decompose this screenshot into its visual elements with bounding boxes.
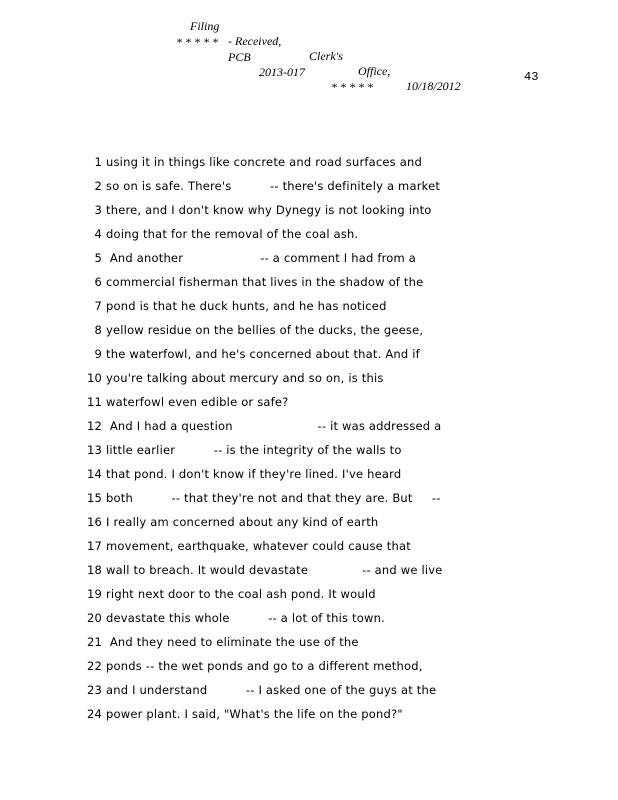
line-text: that pond. I don't know if they're lined. I've heard bbox=[106, 467, 402, 481]
line-text: using it in things like concrete and road surfaces and bbox=[106, 155, 422, 169]
transcript-line bbox=[86, 537, 556, 555]
transcript-line bbox=[86, 513, 556, 531]
line-text: movement, earthquake, whatever could cause that bbox=[106, 539, 411, 553]
transcript-line bbox=[86, 177, 556, 195]
line-number: 4 bbox=[94, 227, 102, 241]
stamp-received: - Received, bbox=[228, 34, 282, 48]
stamp-stars-left: * * * * * bbox=[176, 35, 218, 49]
transcript-line bbox=[86, 153, 556, 171]
line-text: And I had a question -- it was addressed a bbox=[106, 419, 442, 433]
stamp-office: Office, bbox=[358, 64, 391, 78]
stamp-date: 10/18/2012 bbox=[406, 79, 461, 93]
line-text: I really am concerned about any kind of earth bbox=[106, 515, 379, 529]
line-number: 9 bbox=[94, 347, 102, 361]
transcript-line bbox=[86, 633, 556, 651]
line-number: 5 bbox=[94, 251, 102, 265]
transcript-line bbox=[86, 369, 556, 387]
transcript-line bbox=[86, 201, 556, 219]
page-number: 43 bbox=[524, 70, 539, 84]
line-number: 12 bbox=[86, 419, 102, 433]
line-number: 11 bbox=[86, 395, 102, 409]
stamp-docket: 2013-017 bbox=[259, 65, 305, 79]
line-text: And they need to eliminate the use of the bbox=[106, 635, 359, 649]
line-number: 23 bbox=[86, 683, 102, 697]
line-number: 14 bbox=[86, 467, 102, 481]
transcript-line bbox=[86, 465, 556, 483]
line-number: 18 bbox=[86, 563, 102, 577]
transcript-line bbox=[86, 321, 556, 339]
line-text: wall to breach. It would devastate -- and we live bbox=[106, 563, 443, 577]
transcript-line bbox=[86, 441, 556, 459]
line-text: so on is safe. There's -- there's definitely a market bbox=[106, 179, 441, 193]
line-text: commercial fisherman that lives in the shadow of the bbox=[106, 275, 424, 289]
line-number: 15 bbox=[86, 491, 102, 505]
line-text: ponds -- the wet ponds and go to a different method, bbox=[106, 659, 423, 673]
transcript-line bbox=[86, 345, 556, 363]
line-text: you're talking about mercury and so on, is this bbox=[106, 371, 384, 385]
stamp-pcb: PCB bbox=[228, 50, 251, 64]
line-text: the waterfowl, and he's concerned about that. And if bbox=[106, 347, 420, 361]
line-text: devastate this whole -- a lot of this town. bbox=[106, 611, 385, 625]
line-number: 21 bbox=[86, 635, 102, 649]
line-number: 7 bbox=[94, 299, 102, 313]
line-number: 13 bbox=[86, 443, 102, 457]
line-number: 19 bbox=[86, 587, 102, 601]
line-text: right next door to the coal ash pond. It would bbox=[106, 587, 376, 601]
line-text: and I understand -- I asked one of the guys at the bbox=[106, 683, 437, 697]
transcript-line bbox=[86, 681, 556, 699]
transcript-line bbox=[86, 561, 556, 579]
line-number: 17 bbox=[86, 539, 102, 553]
line-number: 2 bbox=[94, 179, 102, 193]
transcript-line bbox=[86, 249, 556, 267]
line-text: waterfowl even edible or safe? bbox=[106, 395, 289, 409]
transcript-line bbox=[86, 585, 556, 603]
line-number: 6 bbox=[94, 275, 102, 289]
line-text: yellow residue on the bellies of the ducks, the geese, bbox=[106, 323, 424, 337]
line-number: 20 bbox=[86, 611, 102, 625]
line-number: 16 bbox=[86, 515, 102, 529]
line-text: doing that for the removal of the coal ash. bbox=[106, 227, 359, 241]
stamp-filing: Filing bbox=[190, 19, 220, 33]
line-text: both -- that they're not and that they are. But -- bbox=[106, 491, 441, 505]
transcript-line bbox=[86, 297, 556, 315]
line-text: little earlier -- is the integrity of the walls to bbox=[106, 443, 402, 457]
line-number: 3 bbox=[94, 203, 102, 217]
line-text: power plant. I said, "What's the life on the pond?" bbox=[106, 707, 403, 721]
transcript-line bbox=[86, 705, 556, 723]
transcript-line bbox=[86, 609, 556, 627]
line-text: pond is that he duck hunts, and he has noticed bbox=[106, 299, 387, 313]
stamp-stars-right: * * * * * bbox=[331, 80, 373, 94]
transcript-line bbox=[86, 393, 556, 411]
line-number: 1 bbox=[94, 155, 102, 169]
transcript-line bbox=[86, 657, 556, 675]
line-number: 24 bbox=[86, 707, 102, 721]
line-text: And another -- a comment I had from a bbox=[106, 251, 417, 265]
stamp-clerks: Clerk's bbox=[309, 49, 343, 63]
transcript-line bbox=[86, 225, 556, 243]
line-text: there, and I don't know why Dynegy is not looking into bbox=[106, 203, 432, 217]
line-number: 8 bbox=[94, 323, 102, 337]
line-number: 22 bbox=[86, 659, 102, 673]
line-number: 10 bbox=[86, 371, 102, 385]
transcript-line bbox=[86, 417, 556, 435]
transcript-line bbox=[86, 489, 556, 507]
transcript-line bbox=[86, 273, 556, 291]
